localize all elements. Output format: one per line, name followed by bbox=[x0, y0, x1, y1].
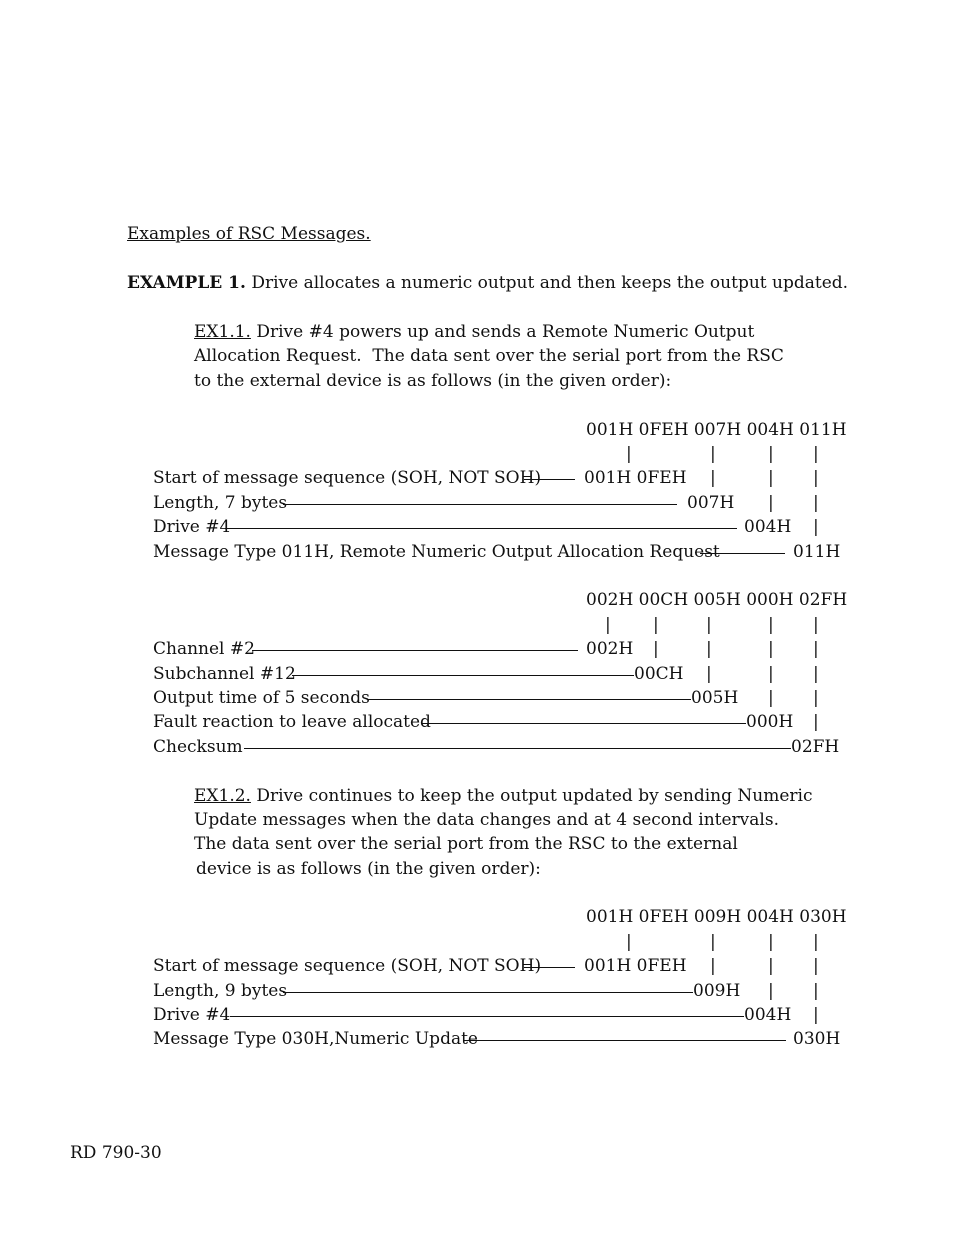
ex12-line4: device is as follows (in the given order): bbox=[196, 859, 541, 879]
pipe: | bbox=[710, 932, 716, 952]
pipe: | bbox=[768, 639, 774, 659]
ex12-line3: The data sent over the serial port from the RSC to the external bbox=[194, 834, 738, 854]
leader-line bbox=[292, 675, 634, 676]
pipe: | bbox=[653, 639, 659, 659]
leader-line bbox=[524, 479, 575, 480]
block3-row-value: 030H bbox=[793, 1029, 841, 1049]
ex12-line1: EX1.2. Drive continues to keep the output updated by sending Numeric bbox=[194, 786, 813, 806]
block1-row-value: 004H bbox=[744, 517, 792, 537]
pipe: | bbox=[813, 981, 819, 1001]
ex11-line1: EX1.1. Drive #4 powers up and sends a Remote Numeric Output bbox=[194, 322, 755, 342]
ex11-line2: Allocation Request. The data sent over the serial port from the RSC bbox=[194, 346, 784, 366]
block3-row-value: 009H bbox=[693, 981, 741, 1001]
leader-line bbox=[464, 1040, 786, 1041]
pipe: | bbox=[768, 981, 774, 1001]
example-1-paragraph bbox=[127, 273, 848, 293]
block2-row-label: Checksum bbox=[153, 737, 243, 757]
leader-line bbox=[225, 528, 737, 529]
example-1-text: Drive allocates a numeric output and then keeps the output updated. bbox=[245, 273, 849, 293]
pipe: | bbox=[813, 1005, 819, 1025]
pipe: | bbox=[768, 956, 774, 976]
block2-row-label: Output time of 5 seconds bbox=[153, 688, 370, 708]
leader-line bbox=[252, 650, 578, 651]
block2-row-label: Channel #2 bbox=[153, 639, 255, 659]
pipe: | bbox=[813, 493, 819, 513]
pipe: | bbox=[626, 444, 632, 464]
block2-row-value: 00CH bbox=[634, 664, 684, 684]
block3-header: 001H 0FEH 009H 004H 030H bbox=[586, 907, 847, 927]
ex11-label: EX1.1. bbox=[194, 322, 251, 342]
page-footer: RD 790-30 bbox=[70, 1143, 162, 1163]
pipe: | bbox=[710, 956, 716, 976]
pipe: | bbox=[813, 932, 819, 952]
section-heading: Examples of RSC Messages. bbox=[127, 224, 371, 244]
pipe: | bbox=[813, 517, 819, 537]
pipe: | bbox=[813, 615, 819, 635]
leader-line bbox=[230, 1016, 744, 1017]
leader-line bbox=[283, 992, 693, 993]
block1-header: 001H 0FEH 007H 004H 011H bbox=[586, 420, 847, 440]
leader-line bbox=[367, 699, 691, 700]
pipe: | bbox=[706, 615, 712, 635]
pipe: | bbox=[768, 688, 774, 708]
pipe: | bbox=[710, 468, 716, 488]
block1-row-label: Length, 7 bytes bbox=[153, 493, 288, 513]
block3-row-label: Length, 9 bytes bbox=[153, 981, 288, 1001]
block3-row-label: Message Type 030H,Numeric Update bbox=[153, 1029, 478, 1049]
block3-row-label: Drive #4 bbox=[153, 1005, 231, 1025]
pipe: | bbox=[768, 932, 774, 952]
ex12-label: EX1.2. bbox=[194, 786, 251, 806]
block1-row-label: Drive #4 bbox=[153, 517, 231, 537]
block1-row-label: Start of message sequence (SOH, NOT SOH) bbox=[153, 468, 542, 488]
leader-line bbox=[283, 504, 677, 505]
pipe: | bbox=[813, 688, 819, 708]
pipe: | bbox=[768, 615, 774, 635]
block2-row-value: 002H bbox=[586, 639, 634, 659]
pipe: | bbox=[768, 468, 774, 488]
block1-row-label: Message Type 011H, Remote Numeric Output Allocation Request bbox=[153, 542, 720, 562]
pipe: | bbox=[768, 664, 774, 684]
leader-line bbox=[244, 748, 791, 749]
ex12-line2: Update messages when the data changes and at 4 second intervals. bbox=[194, 810, 779, 830]
leader-line bbox=[524, 967, 575, 968]
pipe: | bbox=[813, 444, 819, 464]
pipe: | bbox=[706, 639, 712, 659]
block3-row-value: 004H bbox=[744, 1005, 792, 1025]
block2-row-value: 005H bbox=[691, 688, 739, 708]
ex11-line3: to the external device is as follows (in the given order): bbox=[194, 371, 672, 391]
block2-row-label: Subchannel #12 bbox=[153, 664, 296, 684]
block1-row-value: 011H bbox=[793, 542, 841, 562]
pipe: | bbox=[768, 444, 774, 464]
pipe: | bbox=[710, 444, 716, 464]
block2-row-label: Fault reaction to leave allocated bbox=[153, 712, 431, 732]
block1-row-value: 001H 0FEH bbox=[584, 468, 687, 488]
block3-row-label: Start of message sequence (SOH, NOT SOH) bbox=[153, 956, 542, 976]
pipe: | bbox=[813, 468, 819, 488]
block2-row-value: 000H bbox=[746, 712, 794, 732]
block1-row-value: 007H bbox=[687, 493, 735, 513]
pipe: | bbox=[813, 639, 819, 659]
block3-row-value: 001H 0FEH bbox=[584, 956, 687, 976]
pipe: | bbox=[653, 615, 659, 635]
pipe: | bbox=[706, 664, 712, 684]
pipe: | bbox=[626, 932, 632, 952]
pipe: | bbox=[813, 664, 819, 684]
pipe: | bbox=[605, 615, 611, 635]
pipe: | bbox=[768, 493, 774, 513]
example-1-label: EXAMPLE 1. bbox=[127, 273, 246, 293]
pipe: | bbox=[813, 956, 819, 976]
pipe: | bbox=[813, 712, 819, 732]
leader-line bbox=[421, 723, 746, 724]
block2-header: 002H 00CH 005H 000H 02FH bbox=[586, 590, 848, 610]
leader-line bbox=[700, 553, 785, 554]
block2-row-value: 02FH bbox=[791, 737, 840, 757]
